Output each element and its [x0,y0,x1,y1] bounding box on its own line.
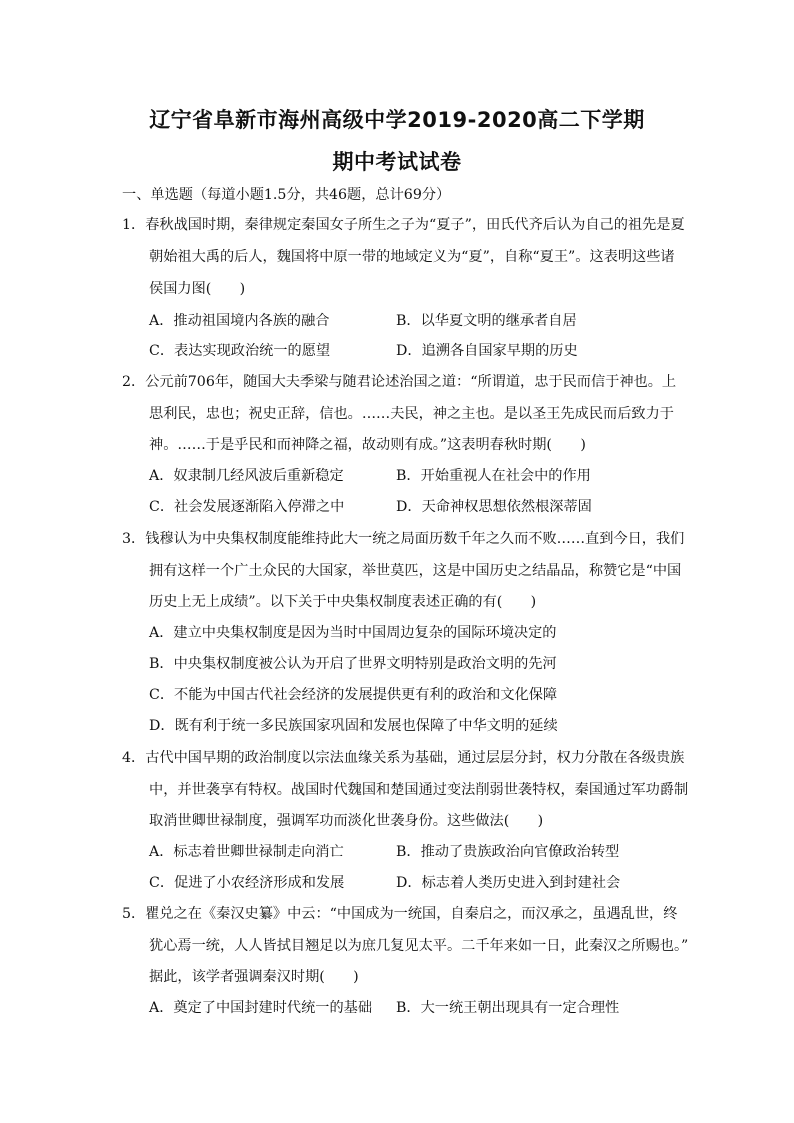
question-4-line-1: 4．古代中国早期的政治制度以宗法血缘关系为基础，通过层层分封，权力分散在各级贵族 [122,750,685,766]
question-2-option-a: A．奴隶制几经风波后重新稳定 [149,468,344,484]
question-2-option-b: B．开始重视人在社会中的作用 [396,468,591,484]
question-1-option-b: B．以华夏文明的继承者自居 [396,313,577,329]
question-4-line-2: 中，并世袭享有特权。战国时代魏国和楚国通过变法削弱世袭特权，秦国通过军功爵制 [149,782,689,798]
question-4-option-b: B．推动了贵族政治向官僚政治转型 [396,844,620,860]
question-4-option-a: A．标志着世卿世禄制走向消亡 [149,844,344,860]
question-2-line-1: 2．公元前706年，随国大夫季梁与随君论述治国之道：“所谓道，忠于民而信于神也。上 [122,374,677,390]
question-1-option-c: C．表达实现政治统一的愿望 [149,343,331,359]
question-4-line-3: 取消世卿世禄制度，强调军功而淡化世袭身份。这些做法( ) [149,813,544,829]
section-heading: 一、单选题（每道小题1.5分，共46题，总计69分） [122,187,451,203]
question-1-line-1: 1．春秋战国时期，秦律规定秦国女子所生之子为“夏子”，田氏代齐后认为自己的祖先是夏 [122,217,685,233]
question-2-line-3: 神。……于是乎民和而神降之福，故动则有成。”这表明春秋时期( ) [149,437,586,453]
question-3-line-1: 3．钱穆认为中央集权制度能维持此大一统之局面历数千年之久而不败……直到今日，我们 [122,531,685,547]
question-1-line-2: 朝始祖大禹的后人，魏国将中原一带的地域定义为“夏”，自称“夏王”。这表明这些诸 [149,249,675,265]
question-5-line-2: 犹心焉一统，人人皆拭目翘足以为庶几复见太平。二千年来如一日，此秦汉之所赐也。” [149,938,689,954]
question-2-option-d: D．天命神权思想依然根深蒂固 [396,499,592,515]
document-subtitle: 期中考试试卷 [332,150,462,174]
question-5-line-1: 5．瞿兑之在《秦汉史纂》中云：“中国成为一统国，自秦启之，而汉承之，虽遇乱世，终 [122,906,678,922]
question-5-option-a: A．奠定了中国封建时代统一的基础 [149,1000,373,1016]
question-4-option-d: D．标志着人类历史进入到封建社会 [396,875,621,891]
question-3-line-3: 历史上无上成绩”。以下关于中央集权制度表述正确的有( ) [149,594,537,610]
question-3-line-2: 拥有这样一个广土众民的大国家，举世莫匹，这是中国历史之结晶品，称赞它是“中国 [149,563,682,579]
question-5-option-b: B．大一统王朝出现具有一定合理性 [396,1000,620,1016]
question-1-option-a: A．推动祖国境内各族的融合 [149,313,330,329]
question-3-option-c: C．不能为中国古代社会经济的发展提供更有利的政治和文化保障 [149,687,558,703]
question-3-option-b: B．中央集权制度被公认为开启了世界文明特别是政治文明的先河 [149,656,557,672]
document-title: 辽宁省阜新市海州高级中学2019-2020高二下学期 [149,108,645,132]
question-3-option-a: A．建立中央集权制度是因为当时中国周边复杂的国际环境决定的 [149,625,557,641]
question-1-line-3: 侯国力图( ) [149,281,246,297]
question-5-line-3: 据此，该学者强调秦汉时期( ) [149,969,359,985]
question-1-option-d: D．追溯各自国家早期的历史 [396,343,578,359]
question-2-line-2: 思利民，忠也；祝史正辞，信也。……夫民，神之主也。是以圣王先成民而后致力于 [149,406,674,422]
question-3-option-d: D．既有利于统一多民族国家巩固和发展也保障了中华文明的延续 [149,718,558,734]
question-4-option-c: C．促进了小农经济形成和发展 [149,875,345,891]
question-2-option-c: C．社会发展逐渐陷入停滞之中 [149,499,345,515]
